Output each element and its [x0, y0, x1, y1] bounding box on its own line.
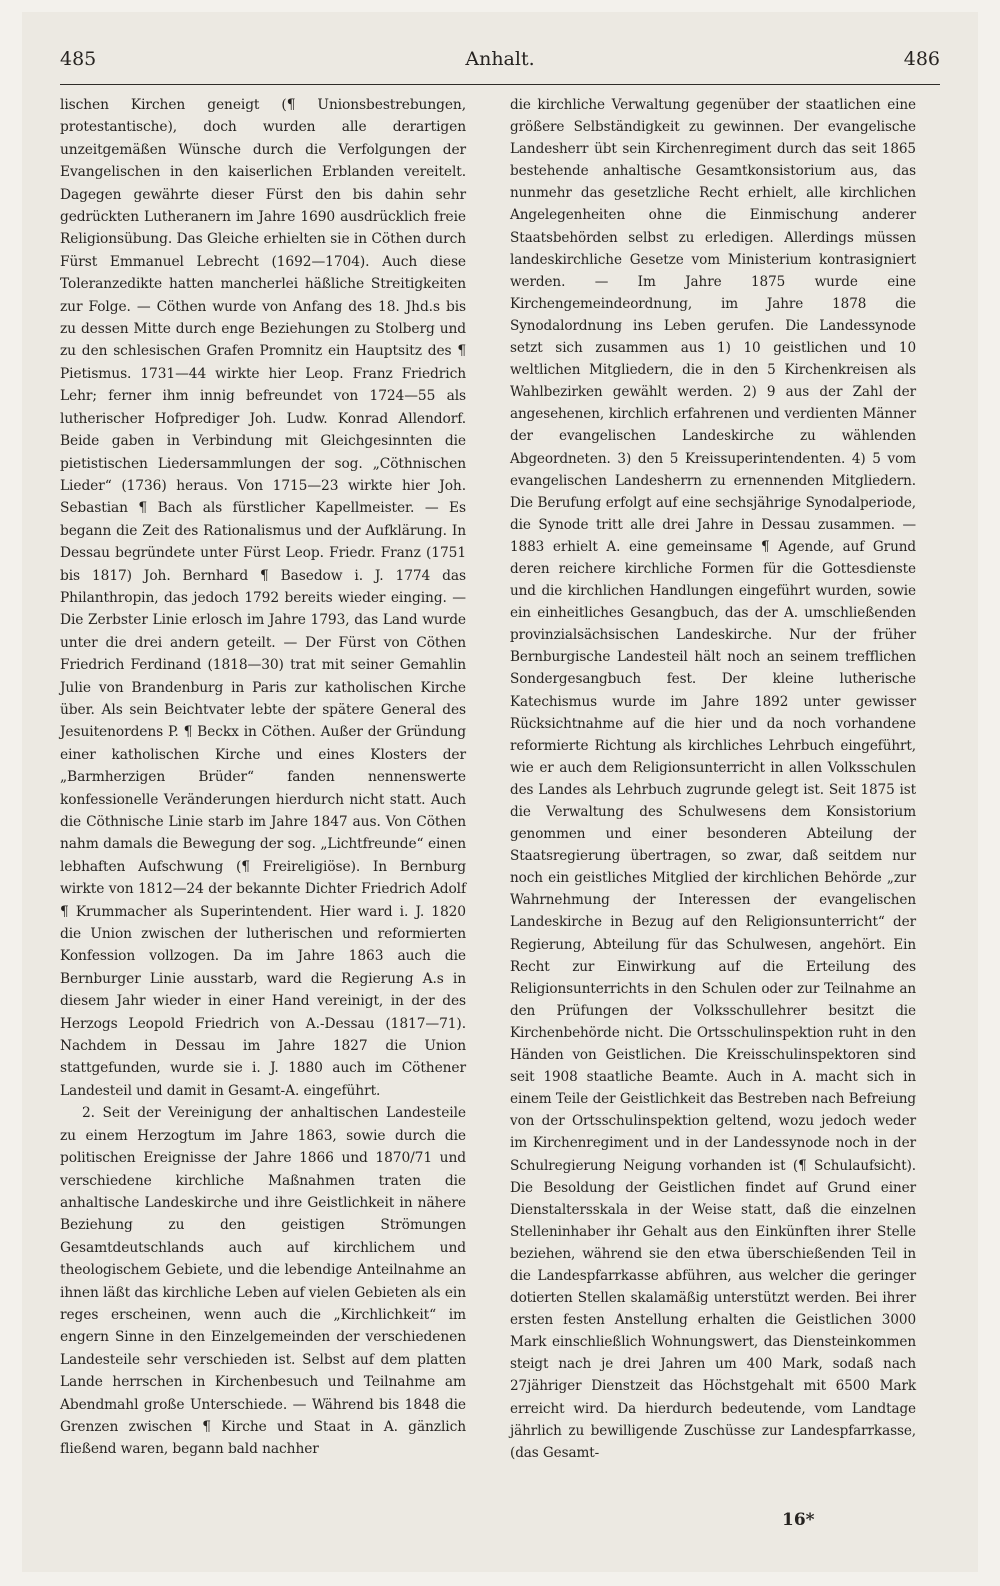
header-title: Anhalt. [465, 48, 535, 70]
page-number-left: 485 [60, 48, 97, 70]
page-number-right: 486 [903, 48, 940, 70]
header-rule [60, 84, 940, 85]
left-paragraph-2: 2. Seit der Vereinigung der anhaltischen Landesteile zu einem Herzogtum im Jahre 1863, sowie durch die politischen Ereignisse der Jahre 1866 und 1870/71 und verschiedene kirchliche Maßnahmen traten die anhaltische Landeskirche und ihre Geistlichkeit in nähere Beziehung zu den geistigen Strömungen Gesamtdeutschlands auch auf kirchlichem und theologischem Gebiete, und die lebendige Anteilnahme an ihnen läßt das kirchliche Leben auf vielen Gebieten als ein reges erscheinen, wenn auch die „Kirchlichkeit“ im engern Sinne in den Einzelgemeinden der verschiedenen Landesteile sehr verschieden ist. Selbst auf dem platten Lande herrschen in Kirchenbesuch und Teilnahme am Abendmahl große Unterschiede. — Während bis 1848 die Grenzen zwischen ¶ Kirche und Staat in A. gänzlich fließend waren, begann bald nachher [60, 1105, 466, 1458]
left-paragraph-1: lischen Kirchen geneigt (¶ Unionsbestrebungen, protestantische), doch wurden alle derartigen unzeitgemäßen Wünsche durch die Verfolgungen der Evangelischen in den kaiserlichen Erblanden vereitelt. Dagegen gewährte dieser Fürst den bis dahin sehr gedrückten Lutheranern im Jahre 1690 ausdrücklich freie Religionsübung. Das Gleiche erhielten sie in Cöthen durch Fürst Emmanuel Lebrecht (1692—1704). Auch diese Toleranzedikte hatten mancherlei häßliche Streitigkeiten zur Folge. — Cöthen wurde von Anfang des 18. Jhd.s bis zu dessen Mitte durch enge Beziehungen zu Stolberg und zu den schlesischen Grafen Promnitz ein Hauptsitz des ¶ Pietismus. 1731—44 wirkte hier Leop. Franz Friedrich Lehr; ferner ihm innig befreundet von 1724—55 als lutherischer Hofprediger Joh. Ludw. Konrad Allendorf. Beide gaben in Verbindung mit Gleichgesinnten die pietistischen Liedersammlungen der sog. „Cöthnischen Lieder“ (1736) heraus. Von 1715—23 wirkte hier Joh. Sebastian ¶ Bach als fürstlicher Kapellmeister. — Es begann die Zeit des Rationalismus und der Aufklärung. In Dessau begründete unter Fürst Leop. Friedr. Franz (1751 bis 1817) Joh. Bernhard ¶ Basedow i. J. 1774 das Philanthropin, das jedoch 1792 bereits wieder einging. — Die Zerbster Linie erlosch im Jahre 1793, das Land wurde unter die drei andern geteilt. — Der Fürst von Cöthen Friedrich Ferdinand (1818—30) trat mit seiner Gemahlin Julie von Brandenburg in Paris zur katholischen Kirche über. Als sein Beichtvater lebte der spätere General des Jesuitenordens P. ¶ Beckx in Cöthen. Außer der Gründung einer katholischen Kirche und eines Klosters der „Barmherzigen Brüder“ fanden nennenswerte konfessionelle Veränderungen hierdurch nicht statt. Auch die Cöthnische Linie starb im Jahre 1847 aus. Von Cöthen nahm damals die Bewegung der sog. „Lichtfreunde“ einen lebhaften Aufschwung (¶ Freireligiöse). In Bernburg wirkte von 1812—24 der bekannte Dichter Friedrich Adolf ¶ Krummacher als Superintendent. Hier ward i. J. 1820 die Union zwischen der lutherischen und reformierten Konfession vollzogen. Da im Jahre 1863 auch die Bernburger Linie ausstarb, ward die Regierung A.s in diesem Jahr wieder in einer Hand vereinigt, in der des Herzogs Leopold Friedrich von A.-Dessau (1817—71). Nachdem in Dessau im Jahre 1827 die Union stattgefunden, wurde sie i. J. 1880 auch im Cöthener Landesteil und damit in Gesamt-A. eingeführt. [60, 97, 466, 1099]
left-column [60, 94, 466, 1461]
book-page [22, 12, 978, 1572]
right-paragraph-1: die kirchliche Verwaltung gegenüber der staatlichen eine größere Selbständigkeit zu gewinnen. Der evangelische Landesherr übt sein Kirchenregiment durch das seit 1865 bestehende anhaltische Gesamtkonsistorium aus, das nunmehr das gesetzliche Recht erhielt, alle kirchlichen Angelegenheiten ohne die Einmischung anderer Staatsbehörden selbst zu erledigen. Allerdings müssen landeskirchliche Gesetze vom Ministerium kontrasigniert werden. — Im Jahre 1875 wurde eine Kirchengemeindeordnung, im Jahre 1878 die Synodalordnung ins Leben gerufen. Die Landessynode setzt sich zusammen aus 1) 10 geistlichen und 10 weltlichen Mitgliedern, die in den 5 Kirchenkreisen als Wahlbezirken gewählt werden. 2) 9 aus der Zahl der angesehenen, kirchlich erfahrenen und verdienten Männer der evangelischen Landeskirche zu wählenden Abgeordneten. 3) den 5 Kreissuperintendenten. 4) 5 vom evangelischen Landesherrn zu ernennenden Mitgliedern. Die Berufung erfolgt auf eine sechsjährige Synodalperiode, die Synode tritt alle drei Jahre in Dessau zusammen. — 1883 erhielt A. eine gemeinsame ¶ Agende, auf Grund deren reichere kirchliche Formen für die Gottesdienste und die kirchlichen Handlungen eingeführt wurden, sowie ein einheitliches Gesangbuch, das der A. umschließenden provinzialsächsischen Landeskirche. Nur der früher Bernburgische Landesteil hält noch an seinem trefflichen Sondergesangbuch fest. Der kleine lutherische Katechismus wurde im Jahre 1892 unter gewisser Rücksichtnahme auf die hier und da noch vorhandene reformierte Richtung als kirchliches Lehrbuch eingeführt, wie er auch dem Religionsunterricht in allen Volksschulen des Landes als Lehrbuch zugrunde gelegt ist. Seit 1875 ist die Verwaltung des Schulwesens dem Konsistorium genommen und einer besonderen Abteilung der Staatsregierung übertragen, so zwar, daß seitdem nur noch ein geistliches Mitglied der kirchlichen Behörde „zur Wahrnehmung der Interessen der evangelischen Landeskirche in Bezug auf den Religionsunterricht“ der Regierung, Abteilung für das Schulwesen, angehört. Ein Recht zur Einwirkung auf die Erteilung des Religionsunterrichts in den Schulen oder zur Teilnahme an den Prüfungen der Volksschullehrer besitzt die Kirchenbehörde nicht. Die Ortsschulinspektion ruht in den Händen von Geistlichen. Die Kreisschulinspektoren sind seit 1908 staatliche Beamte. Auch in A. macht sich in einem Teile der Geistlichkeit das Bestreben nach Befreiung von der Ortsschulinspektion geltend, wozu jedoch weder im Kirchenregiment und in der Landessynode noch in der Schulregierung Neigung vorhanden ist (¶ Schulaufsicht). Die Besoldung der Geistlichen findet auf Grund einer Dienstaltersskala in der Weise statt, daß die einzelnen Stelleninhaber ihr Gehalt aus den Einkünften ihrer Stelle beziehen, während sie den etwa überschießenden Teil in die Landespfarrkasse abführen, aus welcher die geringer dotierten Stellen skalamäßig unterstützt werden. Bei ihrer ersten festen Anstellung erhalten die Geistlichen 3000 Mark einschließlich Wohnungswert, das Diensteinkommen steigt nach je drei Jahren um 400 Mark, sodaß nach 27jähriger Dienstzeit das Höchstgehalt mit 6500 Mark erreicht wird. Da hierdurch bedeutende, vom Landtage jährlich zu bewilligende Zuschüsse zur Landespfarrkasse, (das Gesamt- [510, 97, 916, 1461]
signature-mark: 16* [782, 1510, 815, 1530]
running-header [60, 48, 940, 78]
right-column [510, 94, 916, 1464]
